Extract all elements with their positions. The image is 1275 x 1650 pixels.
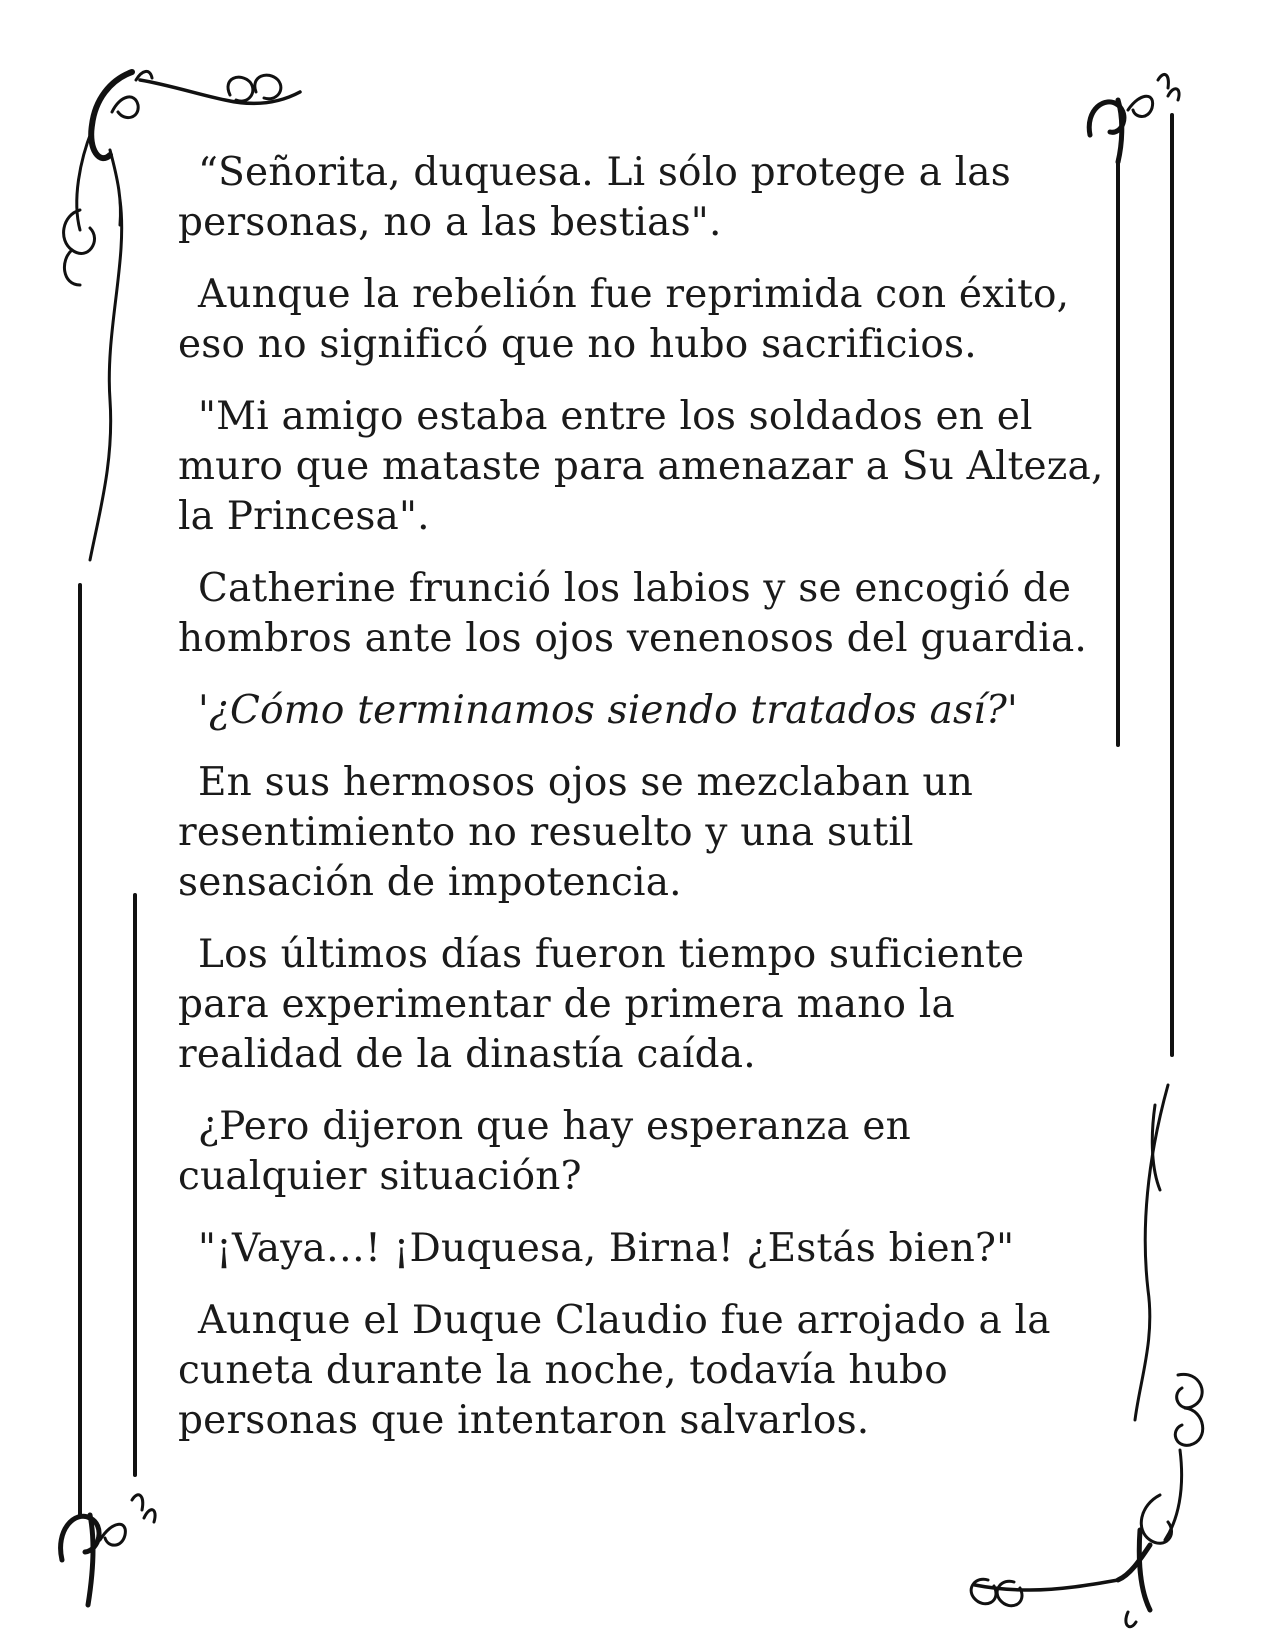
paragraph: ¿Pero dijeron que hay esperanza en cualquier situación? <box>178 1104 911 1199</box>
paragraph: Catherine frunció los labios y se encogió de hombros ante los ojos venenosos del guardia. <box>178 566 1088 661</box>
paragraph: Los últimos días fueron tiempo suficiente para experimentar de primera mano la realidad de la dinastía caída. <box>178 932 1025 1077</box>
paragraph: En sus hermosos ojos se mezclaban un resentimiento no resuelto y una sutil sensación de impotencia. <box>178 760 974 905</box>
paragraph: "Mi amigo estaba entre los soldados en el muro que mataste para amenazar a Su Alteza, la Princesa". <box>178 394 1104 539</box>
bottom-left-flourish-icon <box>61 1495 156 1605</box>
paragraph: "¡Vaya…! ¡Duquesa, Birna! ¿Estás bien?" <box>198 1226 1015 1271</box>
paragraph: “Señorita, duquesa. Li sólo protege a las personas, no a las bestias". <box>178 150 1011 245</box>
story-text <box>178 148 1108 1468</box>
paragraph: Aunque la rebelión fue reprimida con éxito, eso no significó que no hubo sacrificios. <box>178 272 1070 367</box>
inner-thought-paragraph: '¿Cómo terminamos siendo tratados así?' <box>198 688 1018 733</box>
paragraph: Aunque el Duque Claudio fue arrojado a la cuneta durante la noche, todavía hubo personas que intentaron salvarlos. <box>178 1298 1051 1443</box>
